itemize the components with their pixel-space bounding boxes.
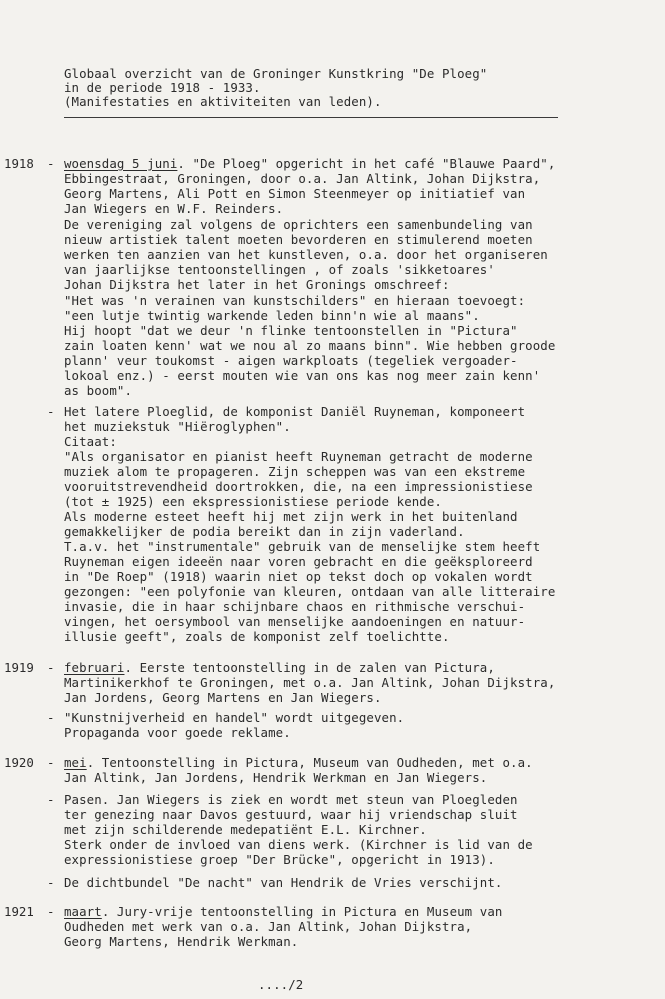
entry-line: muziek alom te propageren. Zijn scheppen was van een ekstreme	[64, 464, 526, 479]
entry-line: as boom".	[64, 383, 133, 398]
entry-dash: -	[47, 792, 55, 807]
entry-line: het muziekstuk "Hiëroglyphen".	[64, 419, 291, 434]
entry-line: Sterk onder de invloed van diens werk. (Kirchner is lid van de	[64, 837, 533, 852]
page-continuation: ..../2	[258, 977, 304, 992]
entry-date: maart	[64, 904, 102, 919]
entry-line: lokoal enz.) - eerst mouten wie van ons kas nog meer zain kenn'	[64, 368, 541, 383]
entry-first-line: "Kunstnijverheid en handel" wordt uitgegeven.	[64, 710, 405, 725]
header-line-2: in de periode 1918 - 1933.	[64, 80, 261, 95]
header-line-3: (Manifestaties en aktiviteiten van leden).	[64, 94, 382, 109]
entry-line: invasie, die in haar schijnbare chaos en rithmische verschui-	[64, 599, 526, 614]
year-1920: 1920	[4, 755, 34, 770]
entry-line: nieuw artistiek talent moeten bevorderen en stimulerend moeten	[64, 232, 533, 247]
entry-dash: -	[47, 755, 55, 770]
entry-line: Georg Martens, Ali Pott en Simon Steenmeyer op initiatief van	[64, 186, 526, 201]
entry-line: T.a.v. het "instrumentale" gebruik van de menselijke stem heeft	[64, 539, 541, 554]
entry-line: Citaat:	[64, 434, 117, 449]
entry-line: gezongen: "een polyfonie van kleuren, ontdaan van alle litteraire	[64, 584, 556, 599]
entry-line: Propaganda voor goede reklame.	[64, 725, 291, 740]
year-1919: 1919	[4, 660, 34, 675]
entry-line: Jan Wiegers en W.F. Reinders.	[64, 201, 284, 216]
entry-first-rest: . Jury-vrije tentoonstelling in Pictura en Museum van	[101, 904, 503, 919]
entry-line: illusie geeft", zoals de komponist zelf toelichtte.	[64, 629, 450, 644]
year-1921: 1921	[4, 904, 34, 919]
entry-first-line: Pasen. Jan Wiegers is ziek en wordt met steun van Ploegleden	[64, 792, 518, 807]
entry-date: mei	[64, 755, 87, 770]
entry-line: Jan Jordens, Georg Martens en Jan Wiegers.	[64, 690, 382, 705]
entry-line: vingen, het oersymbool van menselijke aandoeningen en natuur-	[64, 614, 526, 629]
entry-line: Jan Altink, Jan Jordens, Hendrik Werkman en Jan Wiegers.	[64, 770, 488, 785]
entry-date: februari	[64, 660, 125, 675]
entry-first-line	[64, 905, 502, 919]
entry-line: vooruitstrevendheid doortrokken, die, na een impressionistiese	[64, 479, 533, 494]
entry-line: Ebbingestraat, Groningen, door o.a. Jan Altink, Johan Dijkstra,	[64, 171, 541, 186]
entry-first-line	[64, 756, 533, 770]
entry-line: ter genezing naar Davos gestuurd, waar hij vriendschap sluit	[64, 807, 518, 822]
entry-line: "Het was 'n verainen van kunstschilders" en hieraan toevoegt:	[64, 293, 526, 308]
entry-first-rest: . Tentoonstelling in Pictura, Museum van Oudheden, met o.a.	[86, 755, 533, 770]
entry-line: (tot ± 1925) een ekspressionistiese periode kende.	[64, 494, 442, 509]
entry-line: in "De Roep" (1918) waarin niet op tekst doch op vokalen wordt	[64, 569, 533, 584]
entry-first-rest: . "De Ploeg" opgericht in het café "Blauwe Paard",	[177, 156, 556, 171]
entry-first-line	[64, 661, 495, 675]
entry-dash: -	[47, 156, 55, 171]
entry-first-line: Het latere Ploeglid, de komponist Daniël Ruyneman, komponeert	[64, 404, 526, 419]
entry-line: Georg Martens, Hendrik Werkman.	[64, 934, 299, 949]
entry-dash: -	[47, 875, 55, 890]
entry-line: expressionistiese groep "Der Brücke", opgericht in 1913).	[64, 852, 495, 867]
entry-line: Hij hoopt "dat we deur 'n flinke tentoonstellen in "Pictura"	[64, 323, 518, 338]
entry-dash: -	[47, 404, 55, 419]
entry-line: gemakkelijker de podia bereikt dan in zijn vaderland.	[64, 524, 465, 539]
header-line-1: Globaal overzicht van de Groninger Kunstkring "De Ploeg"	[64, 66, 488, 81]
entry-line: werken ten aanzien van het kunstleven, o.a. door het organiseren	[64, 247, 548, 262]
entry-line: "Als organisator en pianist heeft Ruyneman getracht de moderne	[64, 449, 533, 464]
entry-line: Martinikerkhof te Groningen, met o.a. Jan Altink, Johan Dijkstra,	[64, 675, 556, 690]
entry-line: zain loaten kenn' wat we nou al zo maans binn". Wie hebben groode	[64, 338, 556, 353]
entry-line: Ruyneman eigen ideeën naar voren gebracht en die geëksploreerd	[64, 554, 533, 569]
entry-line: plann' veur toukomst - aigen warkploats (tegeliek vergoader-	[64, 353, 518, 368]
entry-line: Als moderne esteet heeft hij met zijn werk in het buitenland	[64, 509, 518, 524]
entry-dash: -	[47, 904, 55, 919]
entry-line: Oudheden met werk van o.a. Jan Altink, Johan Dijkstra,	[64, 919, 473, 934]
year-1918: 1918	[4, 156, 34, 171]
entry-first-line: De dichtbundel "De nacht" van Hendrik de Vries verschijnt.	[64, 875, 503, 890]
entry-first-line	[64, 157, 555, 171]
entry-line: "een lutje twintig warkende leden binn'n wie al maans".	[64, 308, 480, 323]
entry-line: De vereniging zal volgens de oprichters een samenbundeling van	[64, 217, 533, 232]
entry-dash: -	[47, 710, 55, 725]
entry-line: Johan Dijkstra het later in het Gronings omschreef:	[64, 277, 450, 292]
header-rule	[64, 117, 558, 118]
entry-dash: -	[47, 660, 55, 675]
entry-date: woensdag 5 juni	[64, 156, 178, 171]
entry-line: van jaarlijkse tentoonstellingen , of zoals 'sikketoares'	[64, 262, 495, 277]
entry-first-rest: . Eerste tentoonstelling in de zalen van Pictura,	[124, 660, 495, 675]
entry-line: met zijn schilderende medepatiënt E.L. Kirchner.	[64, 822, 427, 837]
